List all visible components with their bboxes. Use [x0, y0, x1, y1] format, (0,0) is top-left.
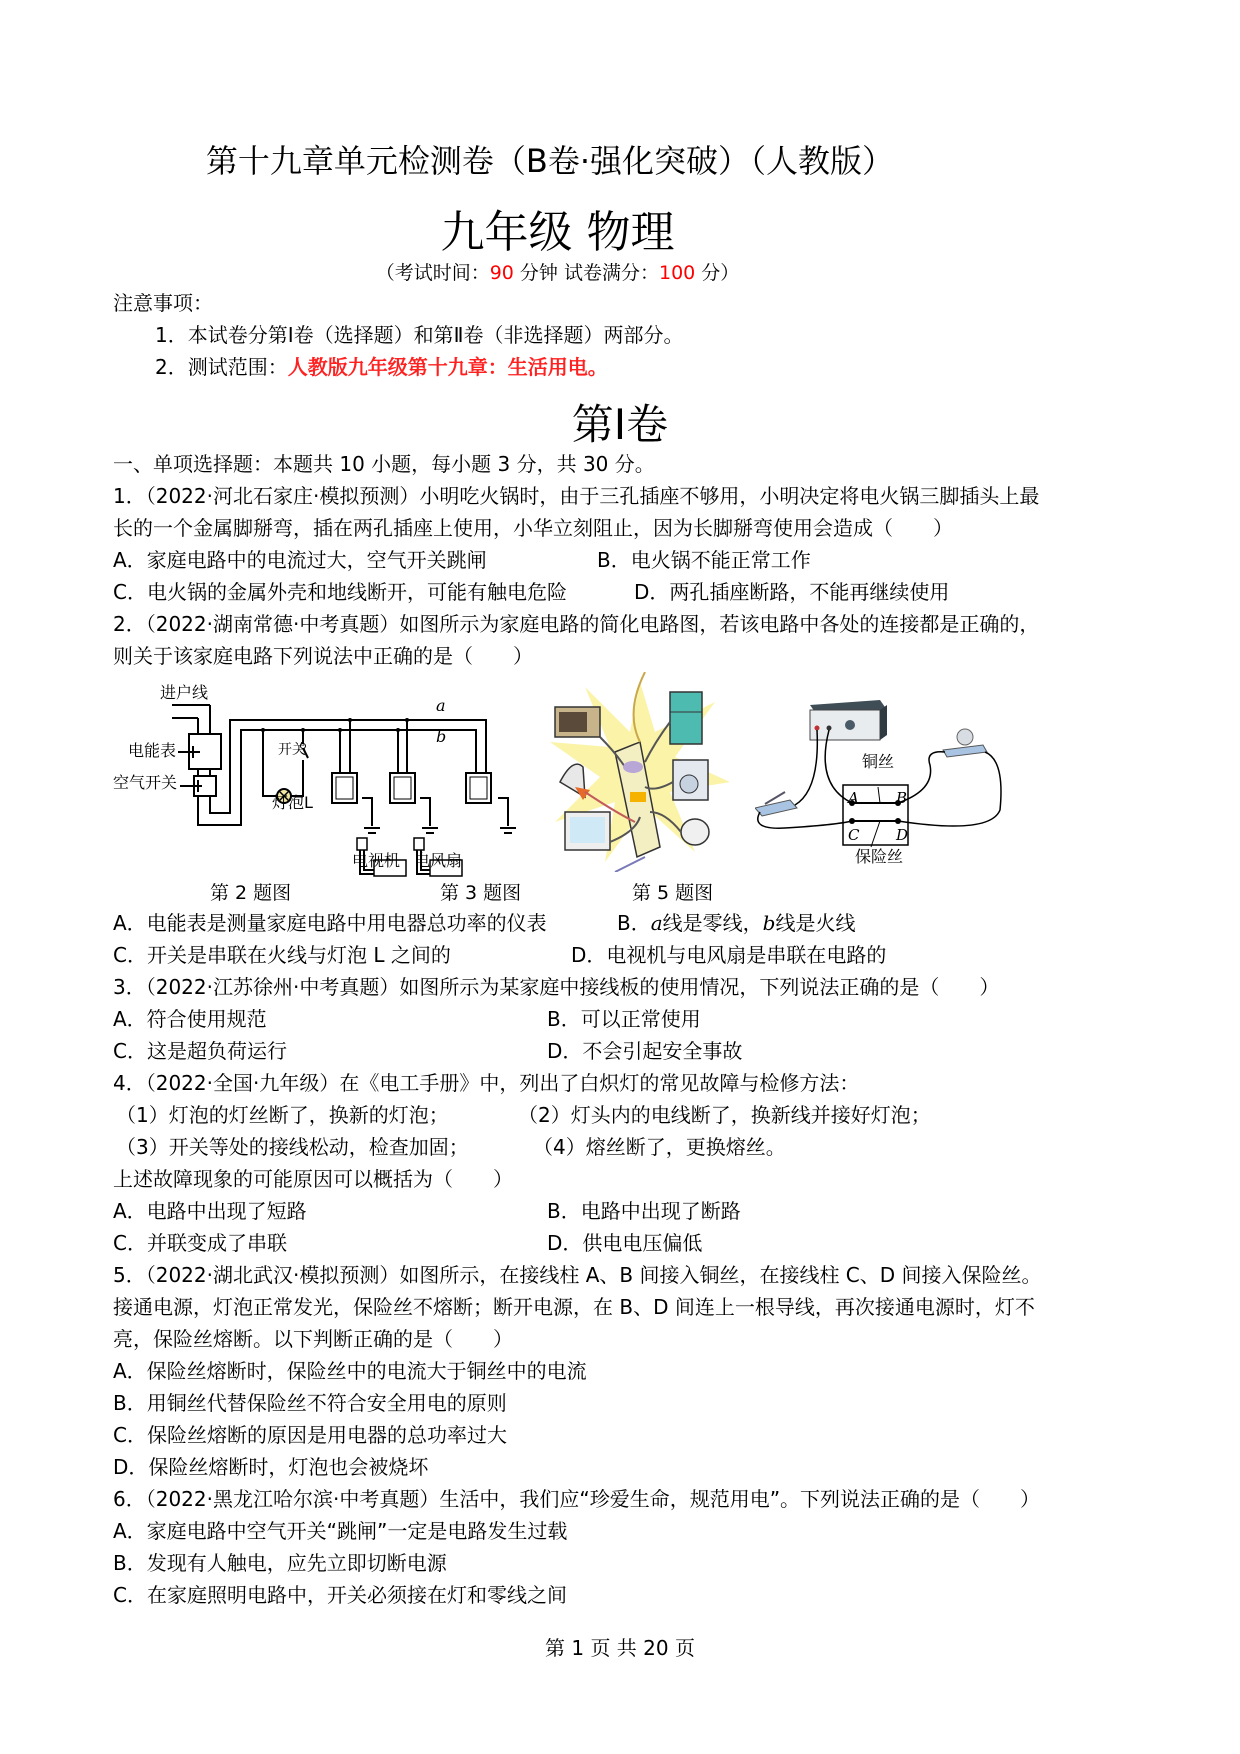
question-1-option-d: D．两孔插座断路，不能再继续使用	[634, 580, 950, 604]
question-2-option-a: A．电能表是测量家庭电路中用电器总功率的仪表	[113, 911, 547, 935]
label-wire-b	[436, 724, 446, 750]
figure-5-fuse-experiment	[755, 690, 1015, 870]
label-terminal-a	[848, 785, 859, 811]
label-wire-a	[436, 693, 446, 719]
question-5-option-d: D．保险丝熔断时，灯泡也会被烧坏	[113, 1455, 429, 1479]
notes-heading: 注意事项：	[113, 291, 213, 315]
notes-item-2	[155, 354, 608, 380]
figure-3-overloaded-strip	[545, 672, 735, 872]
question-5-line-1: 5．（2022·湖北武汉·模拟预测）如图所示，在接线柱 A、B 间接入铜丝，在接线柱 C、D 间接入保险丝。	[113, 1263, 1042, 1287]
terminal-a: A	[848, 789, 859, 807]
question-2-line-1: 2．（2022·湖南常德·中考真题）如图所示为家庭电路的简化电路图，若该电路中各处的连接都是正确的，	[113, 612, 1040, 636]
question-2-line-2: 则关于该家庭电路下列说法中正确的是（ ）	[113, 644, 533, 668]
option-b-text: 线是零线，	[662, 911, 763, 935]
exam-score-value: 100	[658, 262, 696, 284]
figure-3-caption: 第 3 题图	[440, 882, 522, 904]
question-3-line-1: 3．（2022·江苏徐州·中考真题）如图所示为某家庭中接线板的使用情况，下列说法正确的是（ ）	[113, 975, 1000, 999]
question-1-option-b: B．电火锅不能正常工作	[597, 548, 811, 572]
question-6-line-1: 6．（2022·黑龙江哈尔滨·中考真题）生活中，我们应“珍爱生命，规范用电”。下列说法正确的是（ ）	[113, 1487, 1041, 1511]
label-fuse: 保险丝	[855, 847, 904, 866]
exam-time-value: 90	[489, 262, 514, 284]
exam-time-label: （考试时间：	[375, 262, 490, 284]
exam-score-unit: 分）	[695, 262, 740, 284]
question-6-option-a: A．家庭电路中空气开关“跳闸”一定是电路发生过载	[113, 1519, 568, 1543]
question-4-item-1: （1）灯泡的灯丝断了，换新的灯泡；	[116, 1103, 449, 1127]
terminal-b: B	[896, 789, 908, 807]
label-fan: 电风扇	[414, 851, 463, 870]
question-2-option-d: D．电视机与电风扇是串联在电路的	[571, 943, 887, 967]
exam-subject: 九年级 物理	[440, 207, 675, 258]
notes-item-2-label: 2．测试范围：	[155, 355, 288, 379]
var-a: a	[650, 911, 663, 935]
question-3-option-b: B．可以正常使用	[547, 1007, 701, 1031]
label-incoming-line: 进户线	[160, 683, 209, 702]
question-4-item-2: （2）灯头内的电线断了，换新线并接好灯泡；	[518, 1103, 931, 1127]
label-copper-wire: 铜丝	[862, 752, 895, 771]
question-3-option-c: C．这是超负荷运行	[113, 1039, 287, 1063]
question-4-option-d: D．供电电压偏低	[547, 1231, 703, 1255]
question-4-option-b: B．电路中出现了断路	[547, 1199, 741, 1223]
label-tv: 电视机	[352, 851, 401, 870]
part1-heading: 一、单项选择题：本题共 10 小题，每小题 3 分，共 30 分。	[113, 452, 655, 476]
section-title: 第Ⅰ卷	[571, 400, 669, 449]
question-5-option-b: B．用铜丝代替保险丝不符合安全用电的原则	[113, 1391, 507, 1415]
terminal-c: C	[848, 826, 860, 844]
question-6-option-b: B．发现有人触电，应先立即切断电源	[113, 1551, 447, 1575]
question-3-option-a: A．符合使用规范	[113, 1007, 267, 1031]
question-5-line-2: 接通电源，灯泡正常发光，保险丝不熔断；断开电源，在 B、D 间连上一根导线，再次接通电源时，灯不	[113, 1295, 1035, 1319]
question-3-option-d: D．不会引起安全事故	[547, 1039, 743, 1063]
question-5-option-a: A．保险丝熔断时，保险丝中的电流大于铜丝中的电流	[113, 1359, 587, 1383]
figure-2-caption: 第 2 题图	[210, 882, 292, 904]
label-lamp: 灯泡L	[272, 793, 313, 812]
var-b: b	[762, 911, 776, 935]
question-5-line-3: 亮，保险丝熔断。以下判断正确的是（ ）	[113, 1327, 513, 1351]
test-scope: 人教版九年级第十九章：生活用电。	[287, 355, 608, 379]
option-b-label: B．	[617, 911, 651, 935]
question-4-line-stem: 上述故障现象的可能原因可以概括为（ ）	[113, 1167, 513, 1191]
exam-score-label: 分钟 试卷满分：	[513, 262, 659, 284]
option-b-text-end: 线是火线	[775, 911, 856, 935]
question-4-item-4: （4）熔丝断了，更换熔丝。	[533, 1135, 786, 1159]
wire-b-label: b	[436, 727, 447, 746]
wire-a-label: a	[436, 696, 446, 715]
label-switch: 开关	[278, 742, 306, 758]
question-2-option-c: C．开关是串联在火线与灯泡 L 之间的	[113, 943, 451, 967]
label-air-breaker: 空气开关	[113, 773, 178, 792]
question-5-option-c: C．保险丝熔断的原因是用电器的总功率过大	[113, 1423, 507, 1447]
question-1-option-c: C．电火锅的金属外壳和地线断开，可能有触电危险	[113, 580, 567, 604]
question-2-option-b	[617, 910, 855, 936]
label-energy-meter: 电能表	[128, 741, 177, 760]
question-1-option-a: A．家庭电路中的电流过大，空气开关跳闸	[113, 548, 487, 572]
question-4-option-a: A．电路中出现了短路	[113, 1199, 307, 1223]
page-footer: 第 1 页 共 20 页	[545, 1636, 695, 1660]
notes-item-1: 1．本试卷分第Ⅰ卷（选择题）和第Ⅱ卷（非选择题）两部分。	[155, 323, 684, 347]
question-6-option-c: C．在家庭照明电路中，开关必须接在灯和零线之间	[113, 1583, 567, 1607]
exam-info	[0, 258, 1115, 285]
terminal-d: D	[896, 826, 909, 844]
figure-5-caption: 第 5 题图	[632, 882, 714, 904]
question-4-line-1: 4．（2022·全国·九年级）在《电工手册》中，列出了白炽灯的常见故障与检修方法：	[113, 1071, 860, 1095]
question-4-option-c: C．并联变成了串联	[113, 1231, 287, 1255]
question-4-item-3: （3）开关等处的接线松动，检查加固；	[116, 1135, 469, 1159]
question-1-line-1: 1．（2022·河北石家庄·模拟预测）小明吃火锅时，由于三孔插座不够用，小明决定将电火锅三脚插头上最	[113, 484, 1040, 508]
exam-title: 第十九章单元检测卷（B卷·强化突破）（人教版）	[205, 142, 895, 180]
question-1-line-2: 长的一个金属脚掰弯，插在两孔插座上使用，小华立刻阻止，因为长脚掰弯使用会造成（ ）	[113, 516, 953, 540]
label-terminal-b	[896, 785, 907, 811]
